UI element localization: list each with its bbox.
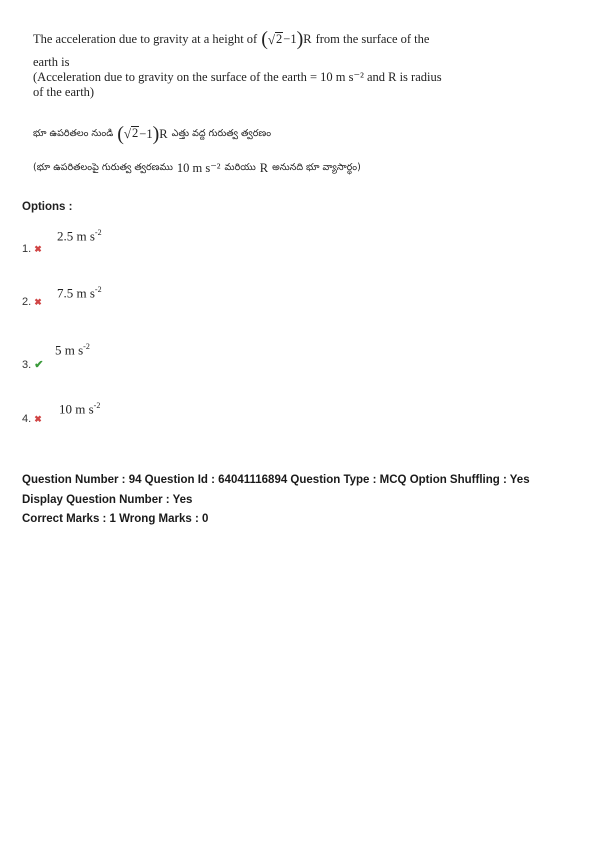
option-3-text: 5 m s (55, 342, 84, 358)
radius-variable: R (159, 126, 168, 141)
option-2-text: 7.5 m s (57, 285, 95, 301)
option-1-num: 1. (22, 243, 32, 255)
option-2-exp: -2 (94, 285, 102, 294)
question-line-4: of the earth) (33, 85, 95, 99)
radicand: 2 (276, 31, 283, 46)
telugu-text-after: ఎత్తు వద్ద గురుత్వ త్వరణం (171, 127, 272, 139)
option-4-exp: -2 (93, 401, 101, 410)
cross-icon: ✖ (34, 296, 42, 307)
option-3-number (22, 358, 43, 371)
telugu-note-part-c: మరియు (224, 161, 256, 173)
question-line-3: (Acceleration due to gravity on the surface of the earth = 10 m s⁻² and R is radius (33, 70, 442, 84)
telugu-height-expression (117, 124, 167, 144)
option-4-text: 10 m s (59, 401, 94, 417)
options-label: Options : (22, 201, 73, 213)
question-line-2: earth is (33, 55, 70, 69)
meta-line-3: Correct Marks : 1 Wrong Marks : 0 (22, 513, 209, 525)
meta-line-2: Display Question Number : Yes (22, 493, 193, 506)
option-1-number (22, 243, 42, 255)
cross-icon: ✖ (34, 413, 42, 424)
radius-variable: R (303, 31, 312, 46)
option-4-value (59, 401, 100, 417)
minus-one: −1 (283, 31, 297, 46)
sqrt-symbol: √ 2 (267, 31, 283, 47)
question-text-after: from the surface of the (315, 31, 430, 46)
option-3-num: 3. (22, 358, 32, 371)
question-telugu (33, 122, 553, 180)
telugu-note-part-a: (భూ ఉపరితలంపై గురుత్వ త్వరణము (33, 161, 173, 173)
telugu-note-var: R (259, 160, 269, 175)
check-icon: ✔ (34, 359, 44, 371)
height-expression (261, 29, 311, 49)
question-metadata (22, 471, 582, 530)
option-2-num: 2. (22, 296, 32, 308)
open-paren: ( (117, 123, 124, 145)
option-4-num: 4. (22, 413, 32, 425)
question-line-1 (33, 27, 463, 51)
option-3-exp: -2 (83, 342, 90, 351)
option-1-exp: -2 (94, 228, 102, 237)
telugu-note-value: 10 m s⁻² (176, 161, 221, 175)
open-paren: ( (261, 28, 268, 50)
option-4-number (22, 413, 42, 425)
close-paren: ) (152, 123, 160, 145)
telugu-line-1 (33, 122, 553, 146)
option-2-value (57, 285, 102, 301)
option-1-text: 2.5 m s (57, 228, 95, 244)
question-english (33, 27, 463, 100)
radicand: 2 (132, 126, 139, 140)
sqrt-symbol: √ 2 (123, 126, 139, 141)
option-2-number (22, 296, 42, 308)
telugu-text-before: భూ ఉపరితలం నుండి (33, 127, 114, 139)
option-1-value (57, 228, 102, 244)
question-text-before: The acceleration due to gravity at a height of (33, 31, 258, 46)
telugu-note-part-e: అనునది భూ వ్యాసార్ధం) (272, 161, 361, 173)
option-3-value (55, 342, 90, 358)
meta-line-1: Question Number : 94 Question Id : 64041116894 Question Type : MCQ Option Shuffling : Yes (22, 474, 530, 486)
close-paren: ) (296, 28, 304, 50)
minus-one: −1 (139, 126, 153, 141)
cross-icon: ✖ (34, 243, 42, 254)
telugu-line-2 (33, 156, 553, 180)
